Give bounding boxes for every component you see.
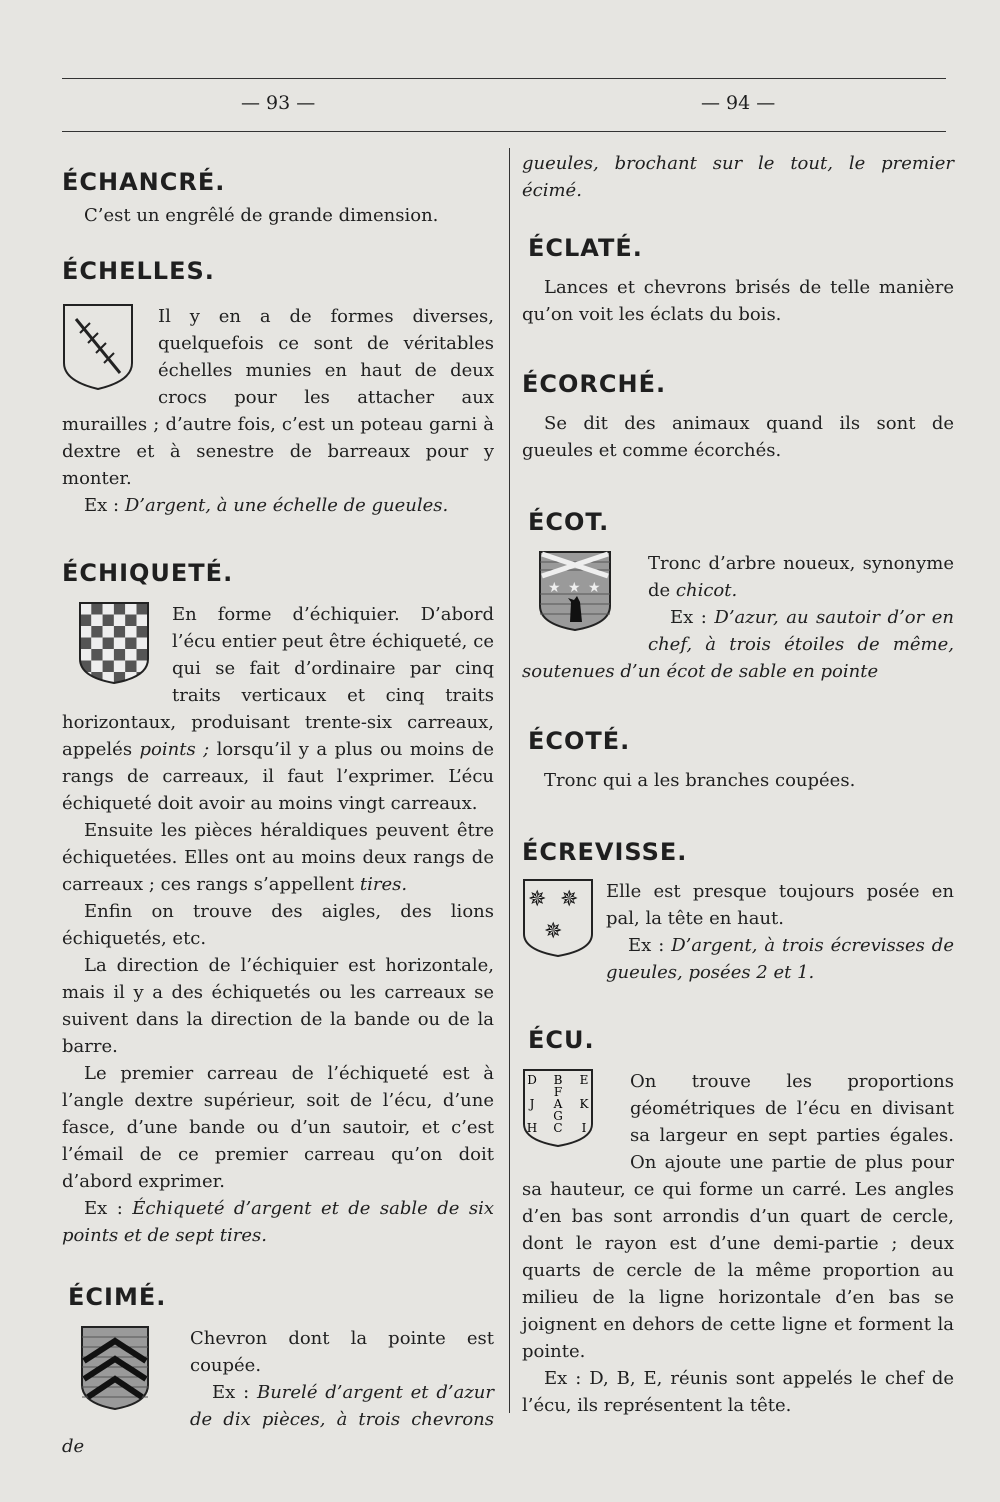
entry-title: ÉCIMÉ. [68, 1283, 167, 1311]
entry-continued [522, 150, 954, 204]
entry-text: Se dit des animaux quand ils sont de gueules et comme écorchés. [522, 413, 954, 461]
svg-text:✵: ✵ [560, 887, 579, 912]
entry-ecrevisse [522, 838, 954, 986]
checkered-shield-icon [78, 601, 150, 685]
left-column [62, 150, 494, 1488]
entry-echiquete [62, 559, 494, 1249]
example-label: Ex : [628, 935, 665, 956]
entry-text: Elle est presque toujours posée en pal, la tête en haut. [606, 881, 954, 929]
tree-stump-shield-icon [538, 550, 612, 632]
ladder-shield-icon [62, 303, 134, 391]
entry-ecorche [522, 370, 954, 464]
entry-ecote [522, 727, 954, 794]
entry-text: Enfin on trouve des aigles, des lions échiquetés, etc. [62, 901, 494, 949]
top-rule [62, 78, 946, 79]
entry-ecot [522, 508, 954, 685]
entry-title: ÉCOT. [528, 508, 610, 536]
entry-text: La direction de l’échiquier est horizontale, mais il y a des échiquetés ou les carreaux se suivent dans la direction de la bande ou de la barre. [62, 955, 494, 1057]
diagram-letter: D [527, 1073, 537, 1087]
entry-title: ÉCOTÉ. [528, 727, 631, 755]
text-part: lorsqu’il y a plus ou moins de rangs de carreaux, il faut l’exprimer. L’écu échiqueté doit avoir au moins vingt carreaux. [62, 739, 494, 814]
entry-title: ÉCORCHÉ. [522, 370, 667, 398]
diagram-letter: K [579, 1097, 589, 1111]
entry-eclate [522, 234, 954, 328]
entry-text: C’est un engrêlé de grande dimension. [84, 205, 439, 226]
diagram-letter: H [526, 1121, 538, 1135]
header-rule [62, 131, 946, 132]
svg-text:★: ★ [588, 580, 601, 596]
entry-ecu [522, 1026, 954, 1419]
svg-text:★: ★ [568, 580, 581, 596]
entry-text [62, 817, 494, 898]
entry-text: Le premier carreau de l’échiqueté est à l’angle dextre supérieur, soit de l’écu, d’une fasce, d’une bande ou d’un sautoir, et c’est l’émail de ce premier carreau qu’on doit d’abord exprimer. [62, 1063, 494, 1192]
diagram-letter: G [553, 1109, 563, 1123]
entry-title: ÉCHELLES. [62, 257, 215, 285]
entry-title: ÉCLATÉ. [528, 234, 643, 262]
diagram-letter: J [529, 1097, 535, 1111]
entry-echancre [62, 168, 494, 229]
page-number-right: — 94 — [701, 92, 776, 114]
entry-example [62, 1195, 494, 1249]
entry-text: On trouve les proportions géométriques de l’écu en divisant sa largeur en sept parties égales. On ajoute une partie de plus pour sa hauteur, ce qui forme un carré. Les angles d’en bas sont arrondis d’un quart de cercle, dont le rayon est d’une demi-partie ; deux quarts de cercle de la même proportion au milieu de la ligne horizontale d’en bas se joignent en dehors de cette ligne et forment la pointe. [522, 1071, 954, 1362]
example-text: Échiqueté d’argent et de sable de six points et de sept tires. [62, 1198, 495, 1246]
example-text: Burelé d’argent et d’azur de dix pièces, à trois chevrons de [62, 1382, 495, 1457]
diagram-letter: A [553, 1097, 563, 1111]
entry-echelles [62, 257, 494, 519]
diagram-letter: B [553, 1073, 563, 1087]
example-text: D’azur, au sautoir d’or en chef, à trois étoiles de même, soutenues d’un écot de sable en pointe [522, 607, 954, 682]
diagram-letter: I [581, 1121, 587, 1135]
shield-proportion-diagram [522, 1068, 594, 1148]
chevron-shield-icon [80, 1325, 150, 1411]
diagram-letter: C [553, 1121, 563, 1135]
example-text: D’argent, à une échelle de gueules. [124, 495, 449, 516]
text-italic: chicot. [675, 580, 738, 601]
text-part: Ensuite les pièces héraldiques peuvent être échiquetées. Elles ont au moins deux rangs de carreaux ; ces rangs s’appellent [62, 820, 494, 895]
entry-text: Ex : D, B, E, réunis sont appelés le chef de l’écu, ils représentent la tête. [522, 1368, 954, 1416]
example-text: D’argent, à trois écrevisses de gueules, posées 2 et 1. [606, 935, 954, 983]
example-label: Ex : [84, 495, 120, 516]
entry-title: ÉCU. [528, 1026, 595, 1054]
example-label: Ex : [212, 1382, 250, 1403]
entry-title: ÉCHANCRÉ. [62, 168, 226, 196]
entry-text [522, 150, 954, 204]
text-part: Tronc d’arbre noueux, synonyme de [648, 553, 954, 601]
diagram-letter: E [579, 1073, 589, 1087]
entry-text: Chevron dont la pointe est coupée. [190, 1328, 494, 1376]
entry-title: ÉCREVISSE. [522, 838, 688, 866]
entry-example [62, 492, 494, 519]
svg-text:✵: ✵ [528, 887, 547, 912]
svg-text:✵: ✵ [544, 919, 563, 944]
text-italic: points ; [139, 739, 210, 760]
entry-text: Tronc qui a les branches coupées. [544, 770, 856, 791]
page-number-left: — 93 — [241, 92, 316, 114]
entry-text: Lances et chevrons brisés de telle manière qu’on voit les éclats du bois. [522, 277, 954, 325]
column-divider [509, 148, 510, 1413]
text-italic: tires. [359, 874, 408, 895]
entry-ecime [62, 1283, 494, 1460]
entry-title: ÉCHIQUETÉ. [62, 559, 234, 587]
svg-text:★: ★ [548, 580, 561, 596]
crayfish-shield-icon [522, 878, 594, 958]
example-label: Ex : [84, 1198, 123, 1219]
example-label: Ex : [670, 607, 707, 628]
right-column [522, 150, 954, 1447]
text-part: En forme d’échiquier. D’abord l’écu entier peut être échiqueté, ce qui se fait d’ordinaire par cinq traits verticaux et cinq traits horizontaux, produisant trente-six carreaux, appelés [62, 604, 494, 760]
continued-text: gueules, brochant sur le tout, le premier écimé. [522, 153, 954, 201]
entry-text: Il y en a de formes diverses, quelquefois ce sont de véritables échelles munies en haut de deux crocs pour les attacher aux murailles ; d’autre fois, c’est un poteau garni à dextre et à senestre de barreaux pour y monter. [62, 306, 494, 489]
diagram-letter: F [553, 1085, 563, 1099]
